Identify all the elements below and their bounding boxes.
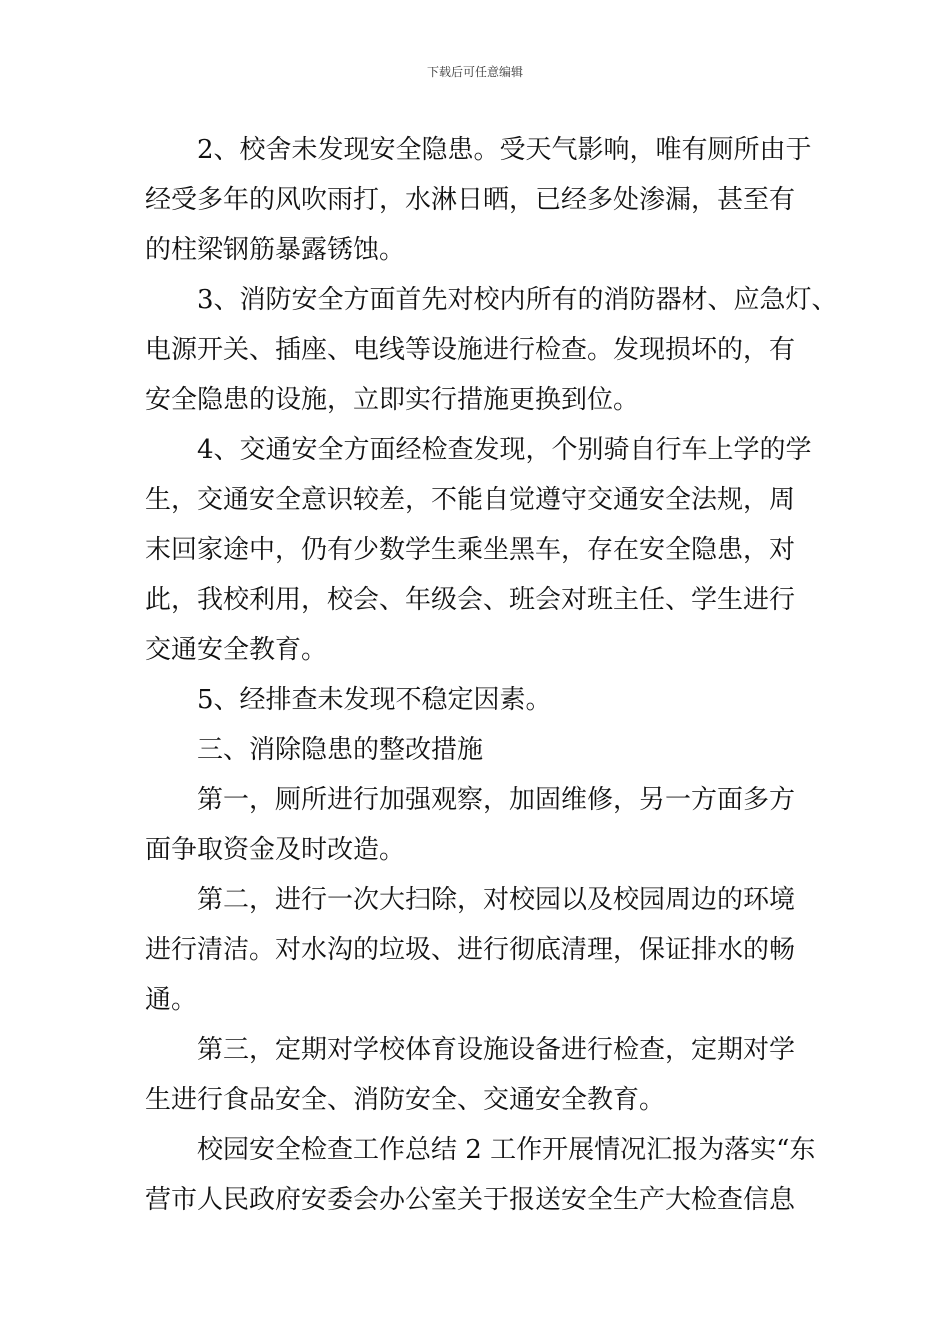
document-body	[145, 125, 838, 1225]
paragraph-line: 的柱梁钢筋暴露锈蚀。	[145, 235, 406, 265]
paragraph-line: 面争取资金及时改造。	[145, 835, 406, 865]
paragraph-line: 4、交通安全方面经检查发现，个别骑自行车上学的学	[197, 435, 812, 465]
paragraph-line: 末回家途中，仍有少数学生乘坐黑车，存在安全隐患，对	[145, 535, 796, 565]
paragraph-line: 电源开关、插座、电线等设施进行检查。发现损坏的，有	[145, 335, 796, 365]
paragraph-line: 2、校舍未发现安全隐患。受天气影响，唯有厕所由于	[197, 135, 812, 165]
paragraph-line: 通。	[145, 985, 198, 1015]
paragraph-traffic-safety	[145, 425, 820, 675]
paragraph-line: 安全隐患的设施，立即实行措施更换到位。	[145, 385, 640, 415]
paragraph-stability	[145, 675, 820, 725]
paragraph-report-intro	[145, 1125, 820, 1225]
section-heading	[145, 725, 820, 775]
paragraph-fire-safety	[145, 275, 838, 425]
paragraph-line: 5、经排查未发现不稳定因素。	[197, 685, 552, 715]
paragraph-line: 第一，厕所进行加强观察，加固维修，另一方面多方	[197, 785, 796, 815]
paragraph-line: 校园安全检查工作总结 2 工作开展情况汇报为落实“东	[197, 1135, 816, 1165]
paragraph-line: 交通安全教育。	[145, 635, 328, 665]
paragraph-line: 第二，进行一次大扫除，对校园以及校园周边的环境	[197, 885, 796, 915]
paragraph-line: 第三，定期对学校体育设施设备进行检查，定期对学	[197, 1035, 796, 1065]
page-header: 下载后可任意编辑	[426, 65, 523, 79]
paragraph-line: 生，交通安全意识较差，不能自觉遵守交通安全法规，周	[145, 485, 796, 515]
section-heading-text: 三、消除隐患的整改措施	[197, 735, 484, 765]
paragraph-line: 经受多年的风吹雨打，水淋日晒，已经多处渗漏，甚至有	[145, 185, 796, 215]
paragraph-line: 此，我校利用，校会、年级会、班会对班主任、学生进行	[145, 585, 796, 615]
paragraph-measure-second	[145, 875, 820, 1025]
paragraph-line: 3、消防安全方面首先对校内所有的消防器材、应急灯、	[197, 285, 838, 315]
paragraph-measure-third	[145, 1025, 820, 1125]
paragraph-line: 营市人民政府安委会办公室关于报送安全生产大检查信息	[145, 1185, 796, 1215]
paragraph-school-buildings	[145, 125, 820, 275]
paragraph-line: 生进行食品安全、消防安全、交通安全教育。	[145, 1085, 666, 1115]
paragraph-measure-first	[145, 775, 820, 875]
paragraph-line: 进行清洁。对水沟的垃圾、进行彻底清理，保证排水的畅	[145, 935, 796, 965]
